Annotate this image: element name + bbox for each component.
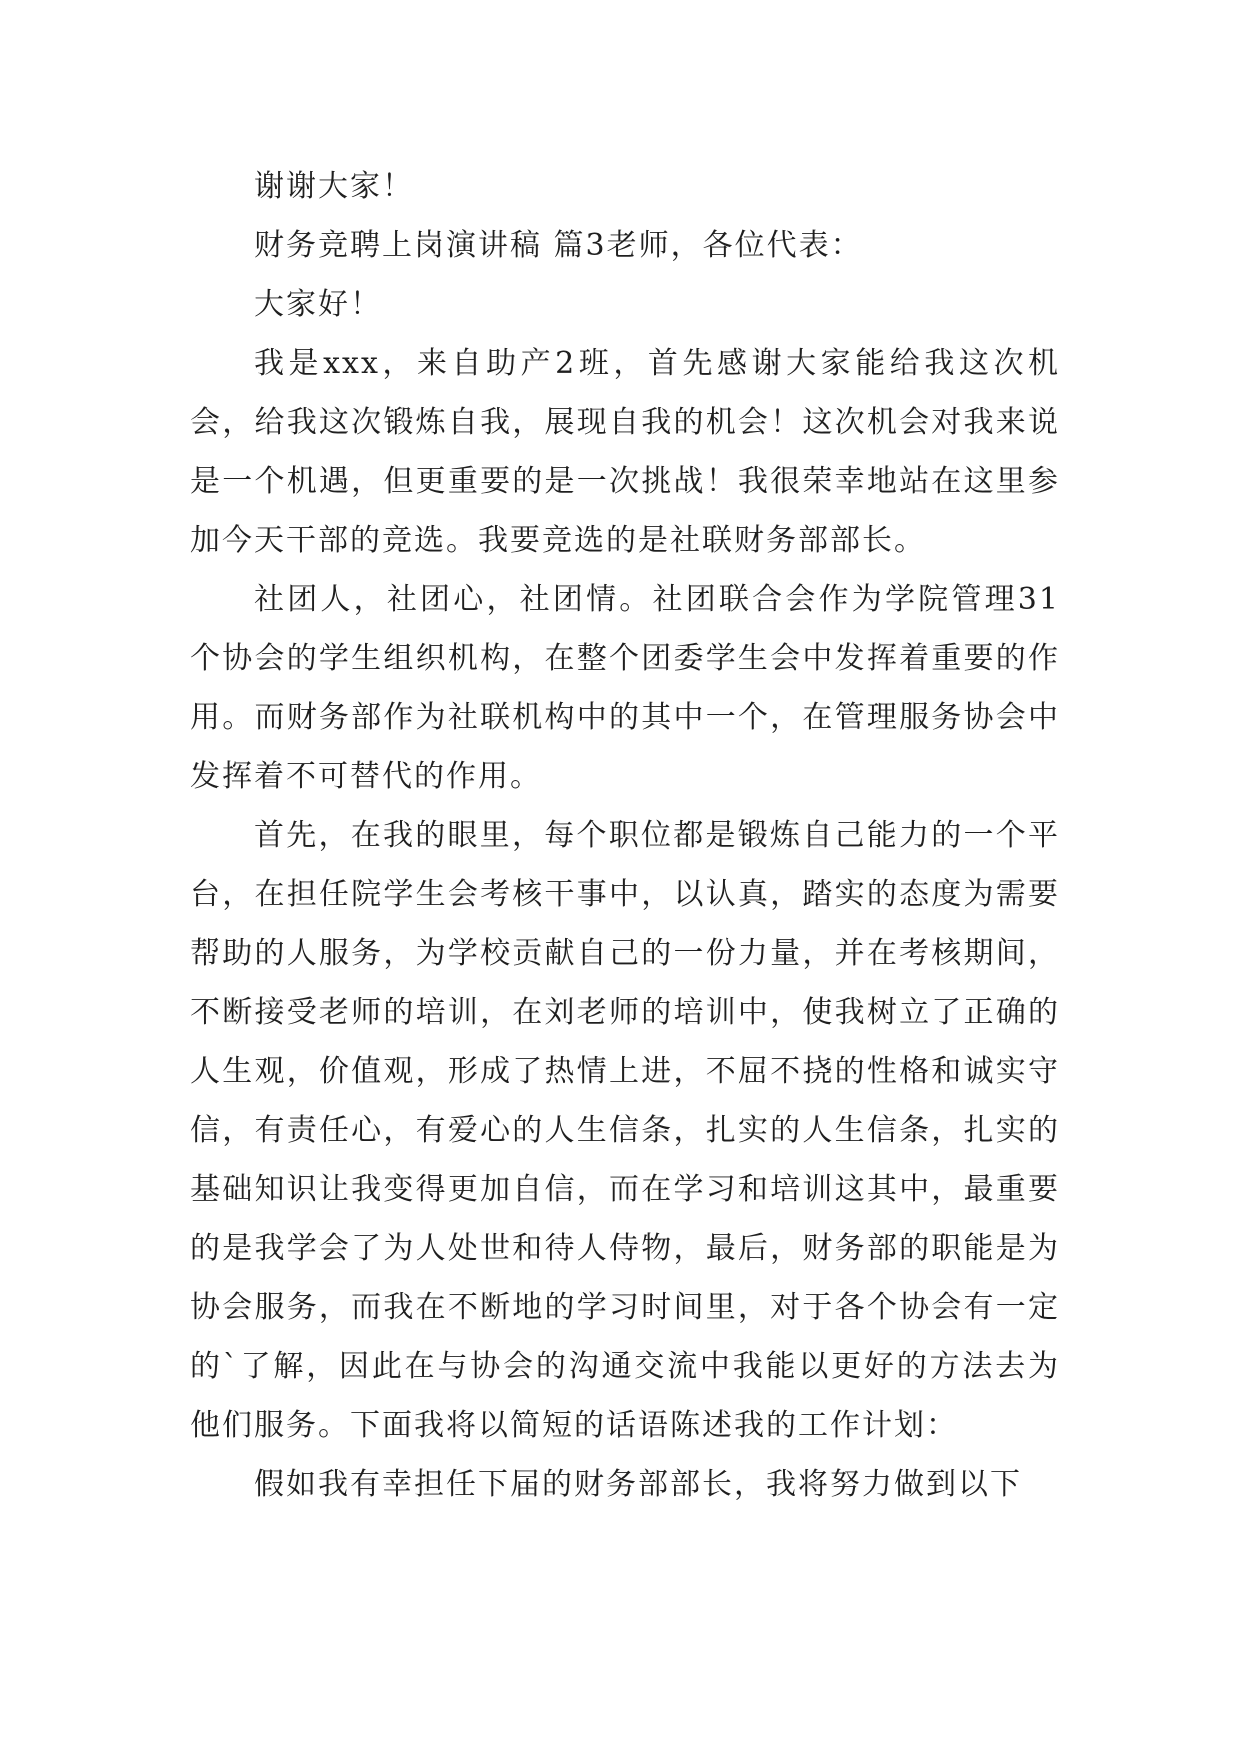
paragraph-work-plan-start: 假如我有幸担任下届的财务部部长，我将努力做到以下 <box>254 1467 1022 1502</box>
document-body <box>190 157 1060 1514</box>
paragraph-club-federation: 社团人，社团心，社团情。社团联合会作为学院管理31个协会的学生组织机构，在整个团委学生会中发挥着重要的作用。而财务部作为社联机构中的其中一个，在管理服务协会中发挥着不可替代的作用。 <box>190 582 1060 794</box>
paragraph-thanks: 谢谢大家！ <box>254 169 414 204</box>
paragraph-experience: 首先，在我的眼里，每个职位都是锻炼自己能力的一个平台，在担任院学生会考核干事中，以认真，踏实的态度为需要帮助的人服务，为学校贡献自己的一份力量，并在考核期间，不断接受老师的培训，在刘老师的培训中，使我树立了正确的人生观，价值观，形成了热情上进，不屈不挠的性格和诚实守信，有责任心，有爱心的人生信条，扎实的人生信条，扎实的基础知识让我变得更加自信，而在学习和培训这其中，最重要的是我学会了为人处世和待人侍物，最后，财务部的职能是为协会服务，而我在不断地的学习时间里，对于各个协会有一定的`了解，因此在与协会的沟通交流中我能以更好的方法去为他们服务。下面我将以简短的话语陈述我的工作计划： <box>190 818 1060 1443</box>
paragraph-greeting: 大家好！ <box>254 287 382 322</box>
paragraph-introduction: 我是xxx，来自助产2班，首先感谢大家能给我这次机会，给我这次锻炼自我，展现自我的机会！这次机会对我来说是一个机遇，但更重要的是一次挑战！我很荣幸地站在这里参加今天干部的竞选。我要竞选的是社联财务部部长。 <box>190 346 1060 558</box>
paragraph-heading-address: 财务竞聘上岗演讲稿 篇3老师，各位代表： <box>254 228 863 263</box>
